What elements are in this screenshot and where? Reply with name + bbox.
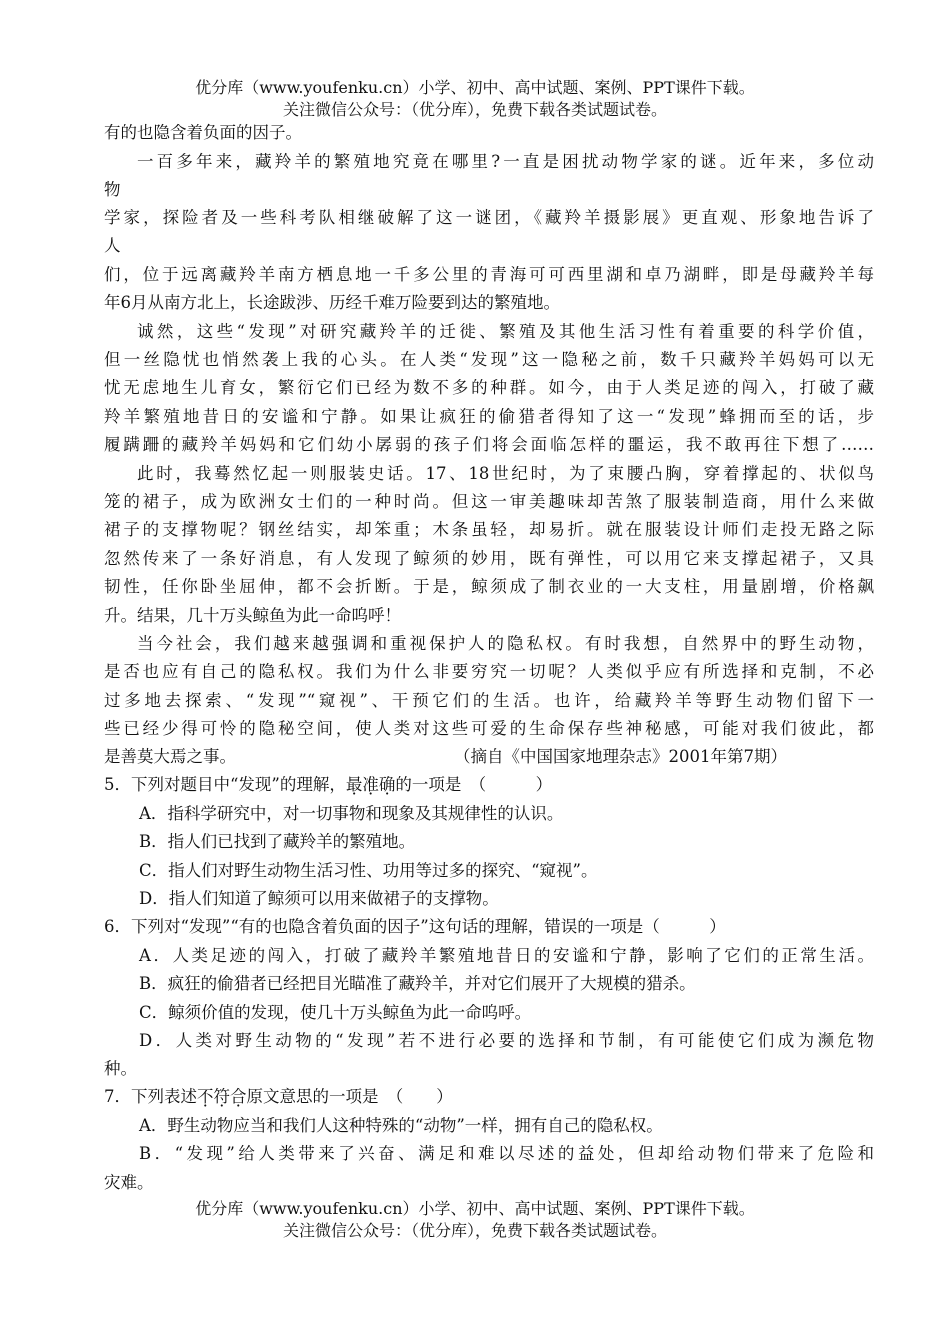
passage-line: 裙子的支撑物呢？钢丝结实，却笨重；木条虽轻，却易折。就在服装设计师们走投无路之际 [104,520,874,539]
passage-line: 物 [104,180,121,199]
option-b: B．疯狂的偷猎者已经把目光瞄准了藏羚羊，并对它们展开了大规模的猎杀。 [139,974,696,993]
passage-line: 们，位于远离藏羚羊南方栖息地一千多公里的青海可可西里湖和卓乃湖畔，即是母藏羚羊每 [104,265,874,284]
question-stem [104,1087,874,1107]
passage-line: 履蹒跚的藏羚羊妈妈和它们幼小孱弱的孩子们将会面临怎样的噩运，我不敢再往下想了…… [104,435,874,454]
option-a: A．指科学研究中，对一切事物和现象及其规律性的认识。 [139,804,564,823]
passage-line: 韧性，任你卧坐屈伸，都不会折断。于是，鲸须成了制衣业的一大支柱，用量剧增，价格飙 [104,577,874,596]
option-a: A．人类足迹的闯入，打破了藏羚羊繁殖地昔日的安谧和宁静，影响了它们的正常生活。 [139,946,874,965]
passage-line: 人 [104,236,121,255]
emphasis-char: 最 [345,775,363,794]
passage-line: 一百多年来，藏羚羊的繁殖地究竟在哪里?一直是困扰动物学家的谜。近年来，多位动 [137,152,874,171]
passage-line: 些已经少得可怜的隐秘空间，使人类对这些可爱的生命保存些神秘感，可能对我们彼此，都 [104,719,874,738]
emphasis-char: 不 [197,1087,214,1106]
passage-line: 升。结果，几十万头鲸鱼为此一命呜呼！ [104,606,401,625]
passage-line: 此时，我蓦然忆起一则服装史话。17、18世纪时，为了束腰凸胸，穿着撑起的、状似鸟 [137,464,874,483]
passage-line: 学家，探险者及一些科考队相继破解了这一谜团，《藏羚羊摄影展》更直观、形象地告诉了 [104,208,874,227]
passage-line: 忽然传来了一条好消息，有人发现了鲸须的妙用，既有弹性，可以用它来支撑起裙子，又具 [104,549,874,568]
emphasis-char: 符 [213,1087,230,1106]
passage-text: 是善莫大焉之事。 [104,747,236,766]
option-b: B．指人们已找到了藏羚羊的繁殖地。 [139,832,416,851]
page-header [0,77,950,121]
question-stem [104,775,874,795]
option-d: D．指人们知道了鲸须可以用来做裙子的支撑物。 [139,889,499,908]
stem-text: 的一项是 （ ） [395,775,553,794]
stem-text: 7．下列表述 [104,1087,197,1106]
option-b: B．“发现”给人类带来了兴奋、满足和难以尽述的益处，但却给动物们带来了危险和 [139,1144,874,1163]
option-d: D．人类对野生动物的“发现”若不进行必要的选择和节制，有可能使它们成为濒危物 [139,1031,874,1050]
stem-text: 5．下列对题目中“发现”的理解， [104,775,346,794]
passage-line: 笼的裙子，成为欧洲女士们的一种时尚。但这一审美趣味却苦煞了服装制造商，用什么来做 [104,492,874,511]
option-a: A．野生动物应当和我们人这种特殊的“动物”一样，拥有自己的隐私权。 [139,1116,663,1135]
passage-line: 忧无虑地生儿育女，繁衍它们已经为数不多的种群。如今，由于人类足迹的闯入，打破了藏 [104,378,874,397]
footer-line-2: 关注微信公众号：（优分库），免费下载各类试题试卷。 [282,1221,667,1240]
emphasis-char: 准 [362,775,379,794]
stem-text: 原文意思的一项是 （ ） [246,1087,453,1106]
header-line-2: 关注微信公众号：（优分库），免费下载各类试题试卷。 [282,100,667,119]
passage-line: 但一丝隐忧也悄然袭上我的心头。在人类“发现”这一隐秘之前，数千只藏羚羊妈妈可以无 [104,350,874,369]
passage-line: 诚然，这些“发现”对研究藏羚羊的迁徙、繁殖及其他生活习性有着重要的科学价值， [137,322,874,341]
header-line-1: 优分库（www.youfenku.cn）小学、初中、高中试题、案例、PPT课件下载。 [195,78,755,97]
source-citation: （摘自《中国国家地理杂志》2001年第7期） [454,747,787,766]
emphasis-char: 合 [230,1087,247,1106]
passage-line: 过多地去探索、“发现”“窥视”、干预它们的生活。也许，给藏羚羊等野生动物们留下一 [104,691,874,710]
page-footer [0,1198,950,1242]
footer-line-1: 优分库（www.youfenku.cn）小学、初中、高中试题、案例、PPT课件下载。 [195,1199,755,1218]
question-stem: 6．下列对“发现”“有的也隐含着负面的因子”这句话的理解，错误的一项是（ ） [104,917,726,936]
passage-line: 年6月从南方北上，长途跋涉、历经千难万险要到达的繁殖地。 [104,293,560,312]
emphasis-char: 确 [378,775,396,794]
passage-line: 是否也应有自己的隐私权。我们为什么非要穷究一切呢？人类似乎应有所选择和克制，不必 [104,662,874,681]
option-d-continued: 种。 [104,1059,137,1078]
option-c: C．鲸须价值的发现，使几十万头鲸鱼为此一命呜呼。 [139,1003,532,1022]
passage-line [104,747,874,767]
passage-line: 有的也隐含着负面的因子。 [104,123,302,142]
passage-line: 羚羊繁殖地昔日的安谧和宁静。如果让疯狂的偷猎者得知了这一“发现”蜂拥而至的话，步 [104,407,874,426]
option-b-continued: 灾难。 [104,1173,154,1192]
option-c: C．指人们对野生动物生活习性、功用等过多的探究、“窥视”。 [139,861,598,880]
passage-line: 当今社会，我们越来越强调和重视保护人的隐私权。有时我想，自然界中的野生动物， [137,634,874,653]
